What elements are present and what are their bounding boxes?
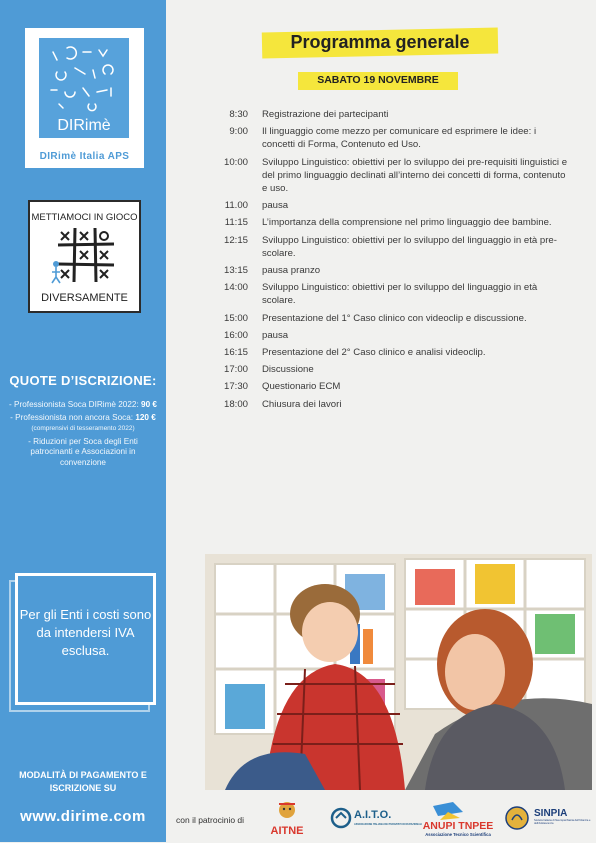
schedule-activity: pausa — [262, 200, 289, 212]
svg-text:Associazione Tecnico Scientifi: Associazione Tecnico Scientifica — [425, 832, 491, 837]
schedule-activity: Presentazione del 2° Caso clinico e analisi videoclip. — [262, 347, 486, 359]
quote-item: - Professionista non ancora Soca: 120 € (comprensivi di tesseramento 2022) — [10, 412, 156, 432]
svg-text:A.I.T.O.: A.I.T.O. — [354, 809, 392, 821]
game-logo-bottom-text: DIVERSAMENTE — [41, 292, 128, 304]
schedule-row — [200, 312, 570, 325]
svg-text:ANUPI TNPEE: ANUPI TNPEE — [422, 820, 494, 832]
svg-text:AITNE: AITNE — [270, 825, 304, 837]
schedule-time: 11:15 — [224, 217, 248, 229]
schedule-time: 12:15 — [223, 234, 248, 246]
sinpia-logo: SINPIA Società Italiana di Neuropsichiatria dell'Infanzia e dell'Adolescenza — [504, 798, 594, 838]
schedule-activity: Sviluppo Linguistico: obiettivi per lo sviluppo dei pre-requisiti linguistici e del primo linguaggio declinati all’interno dei concetti di forma, contenuto e uso. — [262, 156, 568, 195]
schedule-row — [200, 264, 570, 277]
anupi-logo — [413, 798, 503, 838]
quote-item: - Riduzioni per Soca degli Enti patrocinanti e Associazioni in convenzione — [28, 436, 138, 467]
schedule-row — [200, 234, 570, 260]
schedule-activity: Sviluppo Linguistico: obiettivi per lo sviluppo del linguaggio in età scolare. — [262, 282, 538, 307]
schedule-row — [200, 363, 570, 376]
schedule — [200, 108, 570, 415]
quote-list — [8, 400, 158, 470]
sidebar — [0, 0, 166, 842]
patronage-label: con il patrocinio di — [176, 815, 245, 825]
schedule-time: 15:00 — [223, 312, 248, 324]
quote-title: QUOTE D’ISCRIZIONE: — [9, 373, 157, 388]
schedule-time: 8:30 — [229, 109, 248, 120]
aitne-logo — [262, 798, 312, 838]
schedule-activity: Sviluppo Linguistico: obiettivi per lo sviluppo del linguaggio in età pre-scolare. — [262, 234, 557, 259]
schedule-row — [200, 199, 570, 212]
schedule-time: 9:00 — [229, 126, 248, 138]
schedule-activity: Presentazione del 1° Caso clinico con videoclip e discussione. — [262, 312, 527, 324]
schedule-time: 11.00 — [224, 200, 248, 212]
schedule-time: 14:00 — [223, 282, 248, 294]
quote-item: - Professionista Soca DIRimè 2022: 90 € — [9, 400, 157, 409]
logo-emblem — [39, 38, 129, 138]
website-link[interactable]: www.dirime.com — [20, 808, 146, 825]
schedule-time: 10:00 — [223, 156, 248, 168]
schedule-time: 16:15 — [223, 347, 248, 359]
schedule-activity: Il linguaggio come mezzo per comunicare ed esprimere le idee: i concetti di Forma, Contenuto ed Uso. — [262, 126, 537, 151]
schedule-activity: Questionario ECM — [262, 381, 341, 393]
schedule-time: 13:15 — [223, 265, 248, 277]
schedule-row — [200, 156, 570, 196]
schedule-activity: Registrazione dei partecipanti — [262, 109, 389, 120]
schedule-row — [200, 380, 570, 393]
dirime-logo — [25, 28, 144, 168]
mettiamoci-in-gioco-logo — [28, 200, 141, 313]
logo-doodle-icon — [39, 38, 129, 138]
mother-child-photo — [205, 554, 592, 790]
page-title: Programma generale — [290, 32, 470, 52]
svg-text:SINPIA: SINPIA — [534, 808, 568, 819]
tic-tac-toe-icon — [58, 228, 114, 282]
schedule-row — [200, 398, 570, 411]
logo-subtitle: DIRimè Italia APS — [39, 151, 130, 162]
schedule-activity: pausa — [262, 329, 289, 341]
schedule-row — [200, 125, 570, 151]
schedule-activity: Chiusura dei lavori — [262, 398, 342, 410]
schedule-row — [200, 346, 570, 359]
schedule-activity: pausa pranzo — [262, 265, 321, 277]
schedule-row — [200, 329, 570, 342]
schedule-activity: Discussione — [262, 364, 314, 376]
logo-wordmark: DIRimè — [57, 117, 111, 134]
schedule-activity: L’importanza della comprensione nel primo linguaggio dee bambine. — [262, 217, 552, 229]
svg-text:ASSOCIAZIONE ITALIANA DEI TERA: ASSOCIAZIONE ITALIANA DEI TERAPISTI OCCUPAZIONALI — [354, 823, 422, 826]
schedule-row — [200, 216, 570, 229]
schedule-time: 16:00 — [223, 329, 248, 341]
schedule-time: 18:00 — [223, 398, 248, 410]
iva-text: Per gli Enti i costi sono da intendersi IVA esclusa. — [19, 607, 152, 658]
schedule-row — [200, 108, 570, 121]
schedule-row — [200, 281, 570, 307]
payment-text: MODALITÀ DI PAGAMENTO E ISCRIZIONE SU — [19, 770, 147, 793]
game-logo-top-text: METTIAMOCI IN GIOCO — [31, 212, 138, 223]
schedule-time: 17:00 — [223, 364, 248, 376]
schedule-time: 17:30 — [223, 381, 248, 393]
aito-logo — [330, 798, 422, 838]
event-date: SABATO 19 NOVEMBRE — [317, 74, 439, 86]
